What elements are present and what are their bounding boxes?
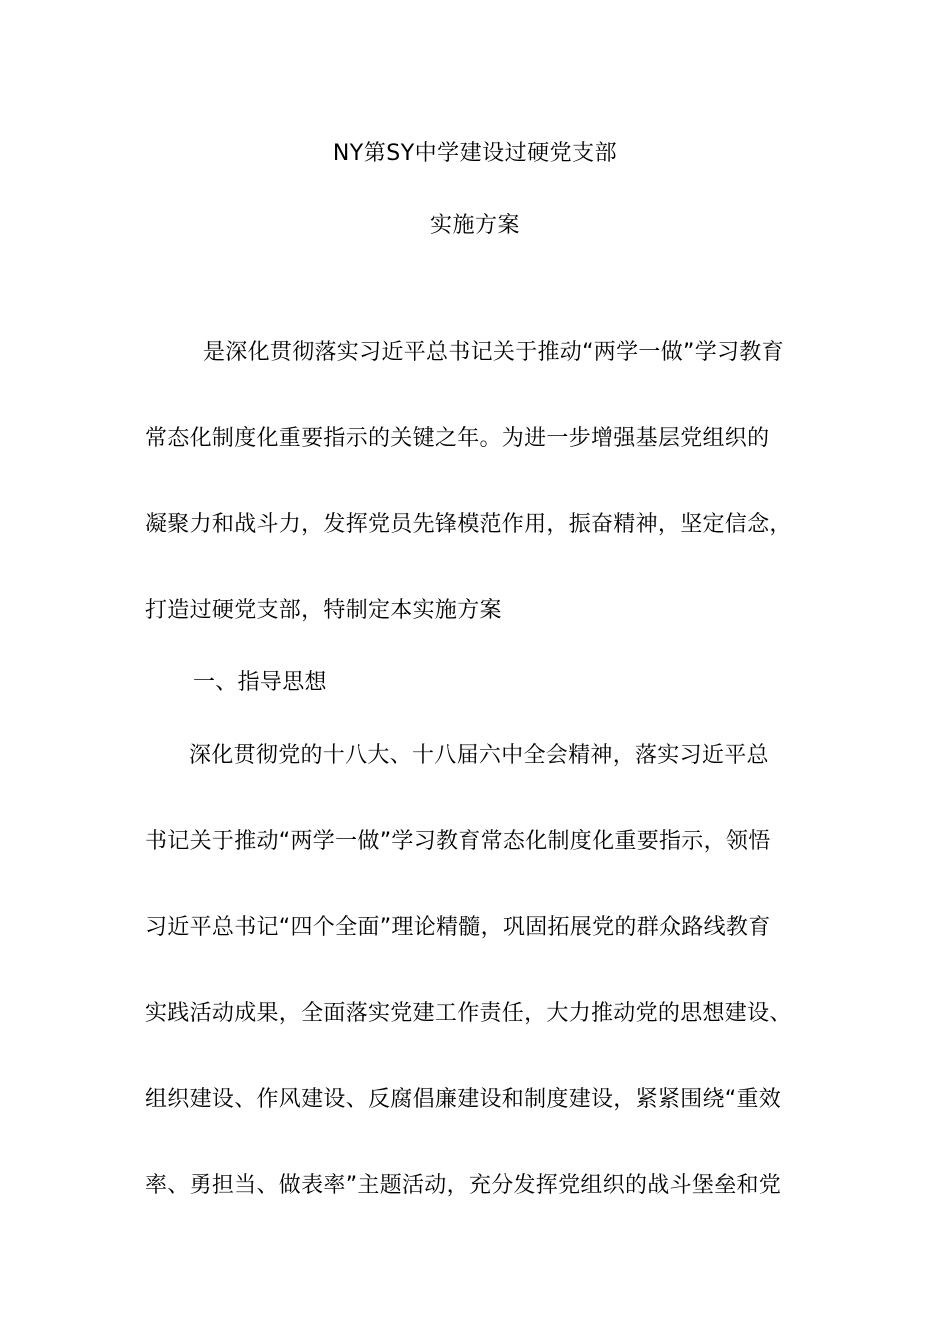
intro-line-1: 是深化贯彻落实习近平总书记关于推动“两学一做”学习教育	[203, 340, 784, 365]
document-subtitle: 实施方案	[429, 213, 520, 238]
section1-line-3: 习近平总书记“四个全面”理论精髓，巩固拓展党的群众路线教育	[145, 915, 771, 940]
document-title: NY第SY中学建设过硬党支部	[332, 141, 618, 166]
section1-line-4: 实践活动成果，全面落实党建工作责任，大力推动党的思想建设、	[145, 1001, 792, 1026]
intro-line-3: 凝聚力和战斗力，发挥党员先锋模范作用，振奋精神，坚定信念，	[145, 512, 792, 537]
section1-line-2: 书记关于推动“两学一做”学习教育常态化制度化重要指示，领悟	[145, 829, 771, 854]
section1-line-5: 组织建设、作风建设、反腐倡廉建设和制度建设，紧紧围绕“重效	[145, 1087, 782, 1112]
section-heading-guiding-thought: 一、指导思想	[193, 670, 327, 695]
section1-line-6: 率、勇担当、做表率”主题活动，充分发挥党组织的战斗堡垒和党	[145, 1173, 782, 1198]
intro-line-2: 常态化制度化重要指示的关键之年。为进一步增强基层党组织的	[145, 426, 770, 451]
section1-line-1: 深化贯彻党的十八大、十八届六中全会精神，落实习近平总	[189, 743, 769, 768]
intro-line-4: 打造过硬党支部，特制定本实施方案	[145, 598, 502, 623]
